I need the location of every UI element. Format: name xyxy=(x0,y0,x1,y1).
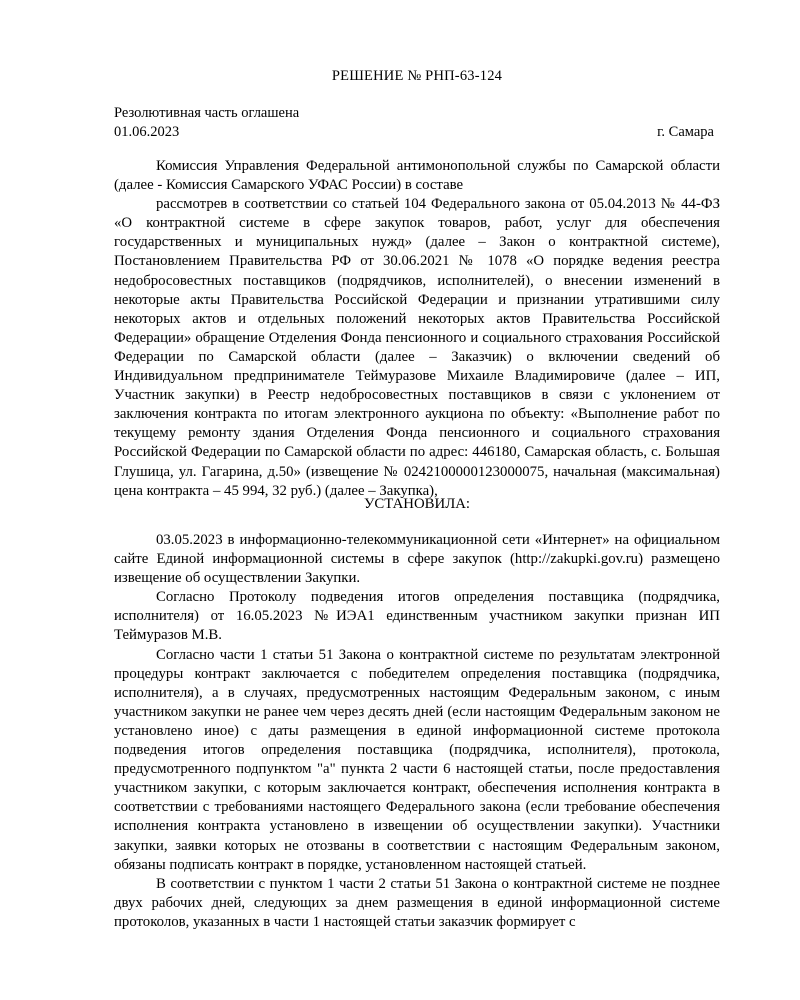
section-heading: УСТАНОВИЛА: xyxy=(363,496,471,512)
date-city-row xyxy=(114,123,720,142)
paragraph-notice: 03.05.2023 в информационно-телекоммуникационной сети «Интернет» на официальном сайте Единой информационной системы в сфере закупок (http://zakupki.gov.ru) размещено извещение об осуществлении Закупки. xyxy=(114,532,720,587)
intro-paragraph: Комиссия Управления Федеральной антимонопольной службы по Самарской области (далее - Комиссия Самарского УФАС России) в составе xyxy=(114,158,720,194)
findings-block xyxy=(114,531,720,932)
paragraph-protocol: Согласно Протоколу подведения итогов определения поставщика (подрядчика, исполнителя) от 16.05.2023 №ИЭА1 единственным участником закупки признан ИП Теймуразов М.В. xyxy=(114,589,720,644)
document-title: РЕШЕНИЕ № РНП-63-124 xyxy=(331,68,503,84)
announced-note: Резолютивная часть оглашена xyxy=(114,105,300,121)
paragraph-article-51-part-1: Согласно части 1 статьи 51 Закона о контрактной системе по результатам электронной процедуры контракт заключается с победителем определения поставщика (подрядчика, исполнителя), а в случаях, предусмотренных настоящим Федеральным законом, с иным участником закупки не ранее чем через десять дней (если настоящим Федеральным законом не установлено иное) с даты размещения в единой информационной системе протокола подведения итогов определения поставщика (подрядчика, исполнителя), протокола, предусмотренного подпунктом "а" пункта 2 части 6 настоящей статьи, после предоставления участником закупки, с которым заключается контракт, обеспечения исполнения контракта в соответствии с требованиями настоящего Федерального закона (если требование обеспечения исполнения контракта установлено в извещении об осуществлении закупки). Участники закупки, заявки которых не отозваны в соответствии с настоящим Федеральным законом, обязаны подписать контракт в порядке, установленном настоящей статьей. xyxy=(114,646,720,873)
paragraph-article-51-part-2: В соответствии с пунктом 1 части 2 статьи 51 Закона о контрактной системе не позднее двух рабочих дней, следующих за днем размещения в единой информационной системе протоколов, указанных в части 1 настоящей статьи заказчик формирует с xyxy=(114,875,720,930)
intro-block xyxy=(114,157,720,501)
document-page xyxy=(114,0,720,1000)
document-date: 01.06.2023 xyxy=(114,124,180,140)
considered-paragraph: рассмотрев в соответствии со статьей 104 Федерального закона от 05.04.2013 № 44-ФЗ «О контрактной системе в сфере закупок товаров, работ, услуг для обеспечения государственных и муниципальных нужд» (далее – Закон о контрактной системе), Постановлением Правительства РФ от 30.06.2021 № 1078 «О порядке ведения реестра недобросовестных поставщиков (подрядчиков, исполнителей), о внесении изменений в некоторые акты Правительства Российской Федерации и признании утратившими силу некоторых актов и отдельных положений некоторых актов Правительства Российской Федерации» обращение Отделения Фонда пенсионного и социального страхования Российской Федерации по Самарской области (далее – Заказчик) о включении сведений об Индивидуальном предпринимателе Теймуразове Михаиле Владимировиче (далее – ИП, Участник закупки) в Реестр недобросовестных поставщиков в связи с уклонением от заключения контракта по итогам электронного аукциона по объекту: «Выполнение работ по текущему ремонту здания Отделения Фонда пенсионного и социального страхования Российской Федерации по Самарской области по адрес: 446180, Самарская область, с. Большая Глушица, ул. Гагарина, д.50» (извещение № 0242100000123000075, начальная (максимальная) цена контракта – 45 994, 32 руб.) (далее – Закупка), xyxy=(114,196,720,499)
document-city: г. Самара xyxy=(657,124,714,140)
